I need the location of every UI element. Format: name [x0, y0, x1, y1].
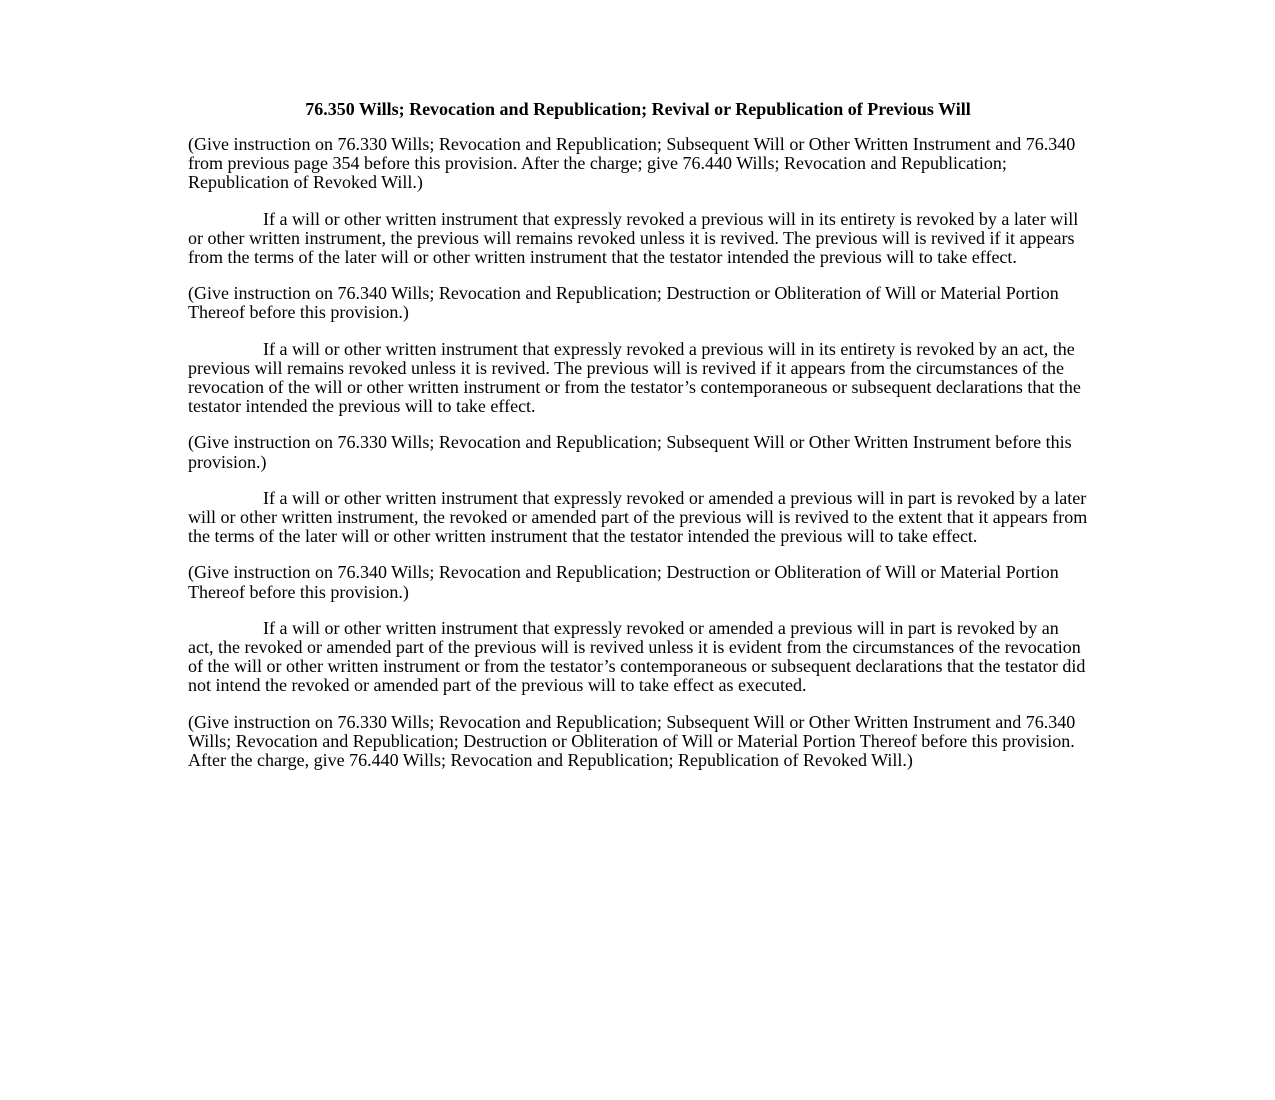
- instruction-note: (Give instruction on 76.330 Wills; Revocation and Republication; Subsequent Will or Other Written Instrument and 76.340 Wills; Revocation and Republication; Destruction or Obliteration of Will or Material Portion Thereof before this provision. After the charge, give 76.440 Wills; Revocation and Republication; Republication of Revoked Will.): [188, 711, 1076, 771]
- instruction-note: (Give instruction on 76.330 Wills; Revocation and Republication; Subsequent Will or Other Written Instrument before this provision.): [188, 432, 1072, 472]
- instruction-note: (Give instruction on 76.340 Wills; Revocation and Republication; Destruction or Obliteration of Will or Material Portion Thereof before this provision.): [188, 562, 1059, 602]
- provision-paragraph: If a will or other written instrument that expressly revoked a previous will in its entirety is revoked by an act, the previous will remains revoked unless it is revived. The previous will is revived if it appears from the circumstances of the revocation of the will or other written instrument or from the testator’s contemporaneous or subsequent declarations that the testator intended the previous will to take effect.: [188, 338, 1081, 417]
- provision-paragraph: If a will or other written instrument that expressly revoked a previous will in its entirety is revoked by a later will or other written instrument, the previous will remains revoked unless it is revived. The previous will is revived if it appears from the terms of the later will or other written instrument that the testator intended the previous will to take effect.: [188, 208, 1079, 268]
- document-page: [188, 100, 1088, 787]
- provision-paragraph: If a will or other written instrument that expressly revoked or amended a previous will in part is revoked by an act, the revoked or amended part of the previous will is revived unless it is evident from the circumstances of the revocation of the will or other written instrument or from the testator’s contemporaneous or subsequent declarations that the testator did not intend the revoked or amended part of the previous will to take effect as executed.: [188, 617, 1086, 696]
- document-title: 76.350 Wills; Revocation and Republication; Revival or Republication of Previous Will: [305, 99, 971, 119]
- instruction-note: (Give instruction on 76.340 Wills; Revocation and Republication; Destruction or Obliteration of Will or Material Portion Thereof before this provision.): [188, 283, 1059, 323]
- provision-paragraph: If a will or other written instrument that expressly revoked or amended a previous will in part is revoked by a later will or other written instrument, the revoked or amended part of the previous will is revived to the extent that it appears from the terms of the later will or other written instrument that the testator intended the previous will to take effect.: [188, 487, 1088, 547]
- instruction-note: (Give instruction on 76.330 Wills; Revocation and Republication; Subsequent Will or Other Written Instrument and 76.340 from previous page 354 before this provision. After the charge; give 76.440 Wills; Revocation and Republication; Republication of Revoked Will.): [188, 134, 1076, 193]
